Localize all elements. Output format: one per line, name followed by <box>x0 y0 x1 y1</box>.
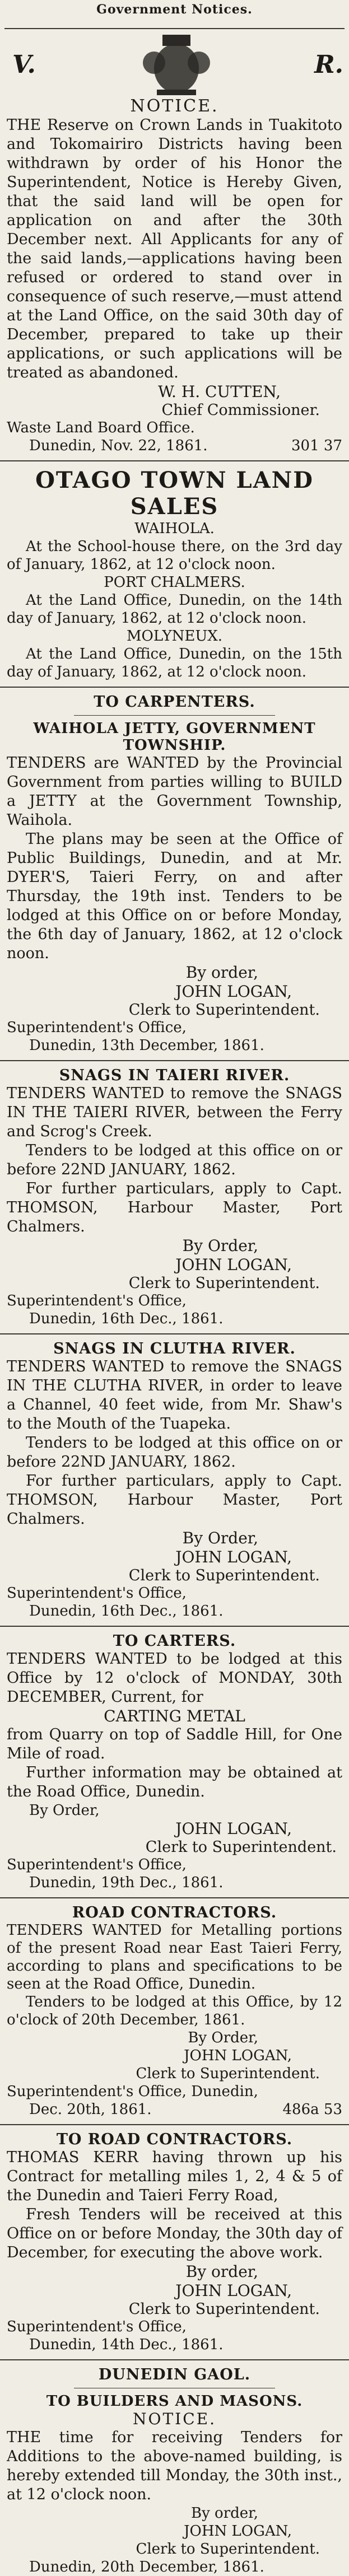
signer-title: Clerk to Superintendent. <box>128 1275 320 1292</box>
notice-body-2: Fresh Tenders will be received at this Office on or before Monday, the 30th day of December, for executing the above work. <box>7 2206 342 2261</box>
signer-title: Clerk to Superintendent. <box>136 2065 320 2082</box>
notice-heading: CARTING METAL <box>104 1707 245 1725</box>
notice-subtitle: TO BUILDERS AND MASONS. <box>46 2393 303 2410</box>
date: Dunedin, 16th Dec., 1861. <box>29 1310 224 1327</box>
office: Superintendent's Office, <box>7 2318 187 2335</box>
notice-to-road-contractors <box>0 2131 349 2354</box>
notice-body: THE time for receiving Tenders for Additions to the above-named building, is hereby extended till Monday, the 30th inst., at 12 o'clock noon. <box>7 2429 342 2503</box>
reference: 301 37 <box>291 437 342 454</box>
notice-heading: NOTICE. <box>133 2410 216 2428</box>
notice-body-2: Tenders to be lodged at this Office, by 12 o'clock of 20th December, 1861. <box>7 1994 342 2028</box>
reference: 486a 53 <box>282 2101 342 2118</box>
notice-title: ROAD CONTRACTORS. <box>72 1904 277 1921</box>
signer: JOHN LOGAN, <box>175 1256 292 1274</box>
signer: JOHN LOGAN, <box>175 982 292 1001</box>
sale-details: At the School-house there, on the 3rd day of January, 1862, at 12 o'clock noon. <box>7 538 342 573</box>
signer-title: Clerk to Superintendent. <box>136 2541 320 2558</box>
notice-title: NOTICE. <box>130 96 219 116</box>
notice-town-land-sales <box>0 467 349 681</box>
notice-body-3: For further particulars, apply to Capt. THOMSON, Harbour Master, Port Chalmers. <box>7 1472 342 1528</box>
notice-subtitle: WAIHOLA JETTY, GOVERNMENT TOWNSHIP. <box>33 720 316 754</box>
royal-crest-row <box>0 29 349 101</box>
signer-title: Clerk to Superintendent. <box>128 1567 320 1584</box>
office: Superintendent's Office, <box>7 1292 187 1309</box>
notice-body-3: For further particulars, apply to Capt. THOMSON, Harbour Master, Port Chalmers. <box>7 1180 342 1235</box>
by-order: By Order, <box>188 2029 258 2046</box>
notice-body-2: Tenders to be lodged at this office on or before 22ND JANUARY, 1862. <box>7 1434 342 1471</box>
signer: JOHN LOGAN, <box>175 1819 292 1838</box>
notice-body: THOMAS KERR having thrown up his Contract for metalling miles 1, 2, 4 & 5 of the Dunedin and Taieri Ferry Road, <box>7 2149 342 2204</box>
place: WAIHOLA. <box>134 520 215 537</box>
place: MOLYNEUX. <box>126 628 223 645</box>
signer: JOHN LOGAN, <box>184 2523 292 2540</box>
notice-land-reserve <box>0 96 349 455</box>
crest-letter-left: V. <box>12 50 36 79</box>
signer-title: Chief Commissioner. <box>161 402 320 419</box>
notice-title: OTAGO TOWN LAND SALES <box>35 467 314 520</box>
notice-body: TENDERS WANTED to remove the SNAGS IN THE TAIERI RIVER, between the Ferry and Scrog's Creek. <box>7 1085 342 1140</box>
notice-title: SNAGS IN CLUTHA RIVER. <box>53 1340 296 1357</box>
date: Dec. 20th, 1861. <box>29 2101 152 2118</box>
sale-details: At the Land Office, Dunedin, on the 15th day of January, 1862, at 12 o'clock noon. <box>7 646 342 680</box>
notice-dunedin-gaol <box>0 2366 349 2576</box>
notice-body: TENDERS WANTED for Metalling portions of the present Road near East Taieri Ferry, according to plans and specifications to be seen at the Road Office, Dunedin. <box>7 1922 342 1992</box>
notice-body-2: The plans may be seen at the Office of Public Buildings, Dunedin, and at Mr. DYER'S, Taieri Ferry, on and after Thursday, the 19th inst. Tenders to be lodged at this Office on or before Monday, the 6th day of January, 1862, at 12 o'clock noon. <box>7 830 342 962</box>
notice-body: THE Reserve on Crown Lands in Tuakitoto and Tokomairiro Districts having been withdrawn by order of his Honor the Superintendent, Notice is Hereby Given, that the said land will be open for application on and after the 30th December next. All Applicants for any of the said lands,—applications having been refused or ordered to stand over in consequence of such reserve,—must attend at the Land Office, on the said 30th day of December, prepared to take up their applications, or such applications will be treated as abandoned. <box>7 116 342 381</box>
by-order: By order, <box>190 2505 258 2522</box>
notice-title: TO CARTERS. <box>113 1632 236 1650</box>
notice-body-2: from Quarry on top of Saddle Hill, for One Mile of road. <box>7 1726 342 1762</box>
notice-title: SNAGS IN TAIERI RIVER. <box>59 1067 290 1084</box>
signer-title: Clerk to Superintendent. <box>128 1001 320 1019</box>
by-order: By Order, <box>182 1236 258 1255</box>
notice-carters <box>0 1632 349 1892</box>
office: Superintendent's Office, <box>7 1585 187 1602</box>
office: Superintendent's Office, <box>7 1019 187 1036</box>
notice-body: TENDERS WANTED to be lodged at this Office by 12 o'clock of MONDAY, 30th DECEMBER, Current, for <box>7 1650 342 1706</box>
sale-details: At the Land Office, Dunedin, on the 14th day of January, 1862, at 12 o'clock noon. <box>7 592 342 627</box>
signer: JOHN LOGAN, <box>175 2281 292 2300</box>
notice-title: TO CARPENTERS. <box>94 693 255 711</box>
signer: W. H. CUTTEN, <box>158 382 281 401</box>
by-order: By Order, <box>29 1802 100 1819</box>
notice-snags-taieri <box>0 1067 349 1328</box>
office: Waste Land Board Office. <box>7 419 195 436</box>
date: Dunedin, Nov. 22, 1861. <box>29 437 208 454</box>
date: Dunedin, 16th Dec., 1861. <box>29 1603 224 1620</box>
crest-letter-right: R. <box>314 50 343 79</box>
date: Dunedin, 19th Dec., 1861. <box>29 1874 224 1891</box>
signer-title: Clerk to Superintendent. <box>145 1838 337 1856</box>
notice-body-3: Further information may be obtained at the Road Office, Dunedin. <box>7 1764 342 1800</box>
notice-title: TO ROAD CONTRACTORS. <box>56 2131 293 2148</box>
signer: JOHN LOGAN, <box>175 1548 292 1566</box>
notice-body: TENDERS are WANTED by the Provincial Government from parties willing to BUILD a JETTY at the Government Township, Waihola. <box>7 754 342 829</box>
date: Dunedin, 14th Dec., 1861. <box>29 2336 224 2353</box>
signer-title: Clerk to Superintendent. <box>128 2300 320 2318</box>
date: Dunedin, 20th December, 1861. <box>29 2559 264 2575</box>
office: Superintendent's Office, <box>7 1856 187 1873</box>
date: Dunedin, 13th December, 1861. <box>29 1037 264 1054</box>
notice-body: TENDERS WANTED to remove the SNAGS IN THE CLUTHA RIVER, in order to leave a Channel, 40 feet wide, from Mr. Shaw's to the Mouth of the Tuapeka. <box>7 1358 342 1432</box>
by-order: By order, <box>185 2262 258 2281</box>
notice-road-contractors <box>0 1904 349 2118</box>
by-order: By order, <box>185 963 258 982</box>
notice-snags-clutha <box>0 1340 349 1620</box>
royal-crest-icon <box>140 29 213 100</box>
place: PORT CHALMERS. <box>104 574 245 591</box>
notice-carpenters <box>0 693 349 1054</box>
notice-body-2: Tenders to be lodged at this office on or before 22ND JANUARY, 1862. <box>7 1142 342 1178</box>
office: Superintendent's Office, Dunedin, <box>7 2083 258 2100</box>
signer: JOHN LOGAN, <box>184 2047 292 2064</box>
by-order: By Order, <box>182 1529 258 1547</box>
notice-title: DUNEDIN GAOL. <box>98 2366 251 2383</box>
page-header: Government Notices. <box>96 2 253 17</box>
